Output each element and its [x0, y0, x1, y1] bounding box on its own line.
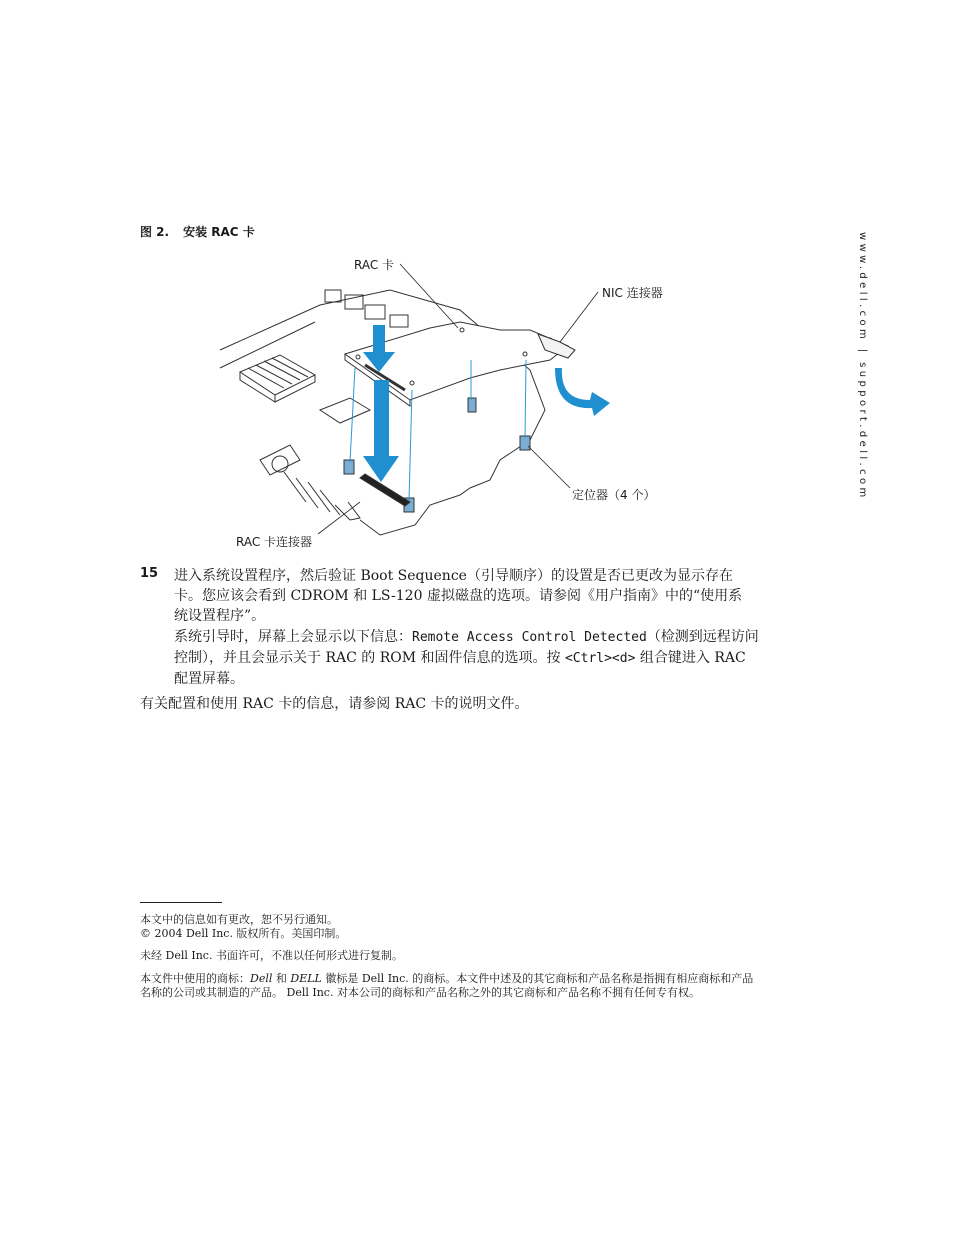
trademarks-rest: 徽标是 Dell Inc. 的商标。本文件中述及的其它商标和产品名称是指拥有相应商标和产品名称的公司或其制造的产品。 Dell Inc. 对本公司的商标和产品名称之外的其它商标和产品名称不拥有任何专有权。 — [140, 972, 754, 999]
arrow-down-icon-large — [363, 380, 399, 482]
trademarks-and: 和 — [272, 972, 291, 985]
note-middle: （检测到远程访问控制），并且会显示关于 RAC 的 ROM 和固件信息的选项。按 — [174, 629, 759, 666]
figure-number: 图 2. — [140, 225, 170, 239]
trademark-dell: Dell — [250, 972, 273, 985]
rear-ports-icon — [325, 290, 408, 327]
step-number: 15 — [140, 566, 159, 581]
note-keys: <Ctrl><d> — [564, 651, 636, 666]
trademark-dell-caps: DELL — [290, 972, 322, 985]
heatsink-icon — [240, 355, 315, 402]
figure-illustration — [200, 250, 700, 560]
step-note — [174, 627, 764, 689]
standoff-icon — [344, 398, 530, 512]
footnote-notice: 本文中的信息如有更改，恕不另行通知。 — [140, 913, 338, 926]
note-prefix: 系统引导时，屏幕上会显示以下信息： — [174, 629, 412, 645]
callout-rac-card: RAC 卡 — [354, 258, 395, 272]
footnote-divider — [140, 902, 222, 903]
note-message: Remote Access Control Detected — [412, 630, 647, 645]
callout-nic-connector: NIC 连接器 — [602, 286, 663, 300]
callout-standoffs: 定位器（4 个） — [572, 488, 656, 502]
side-url-text: www.dell.com | support.dell.com — [857, 232, 868, 501]
trademarks-prefix: 本文件中使用的商标： — [140, 972, 250, 985]
figure-caption — [140, 223, 255, 240]
figure-title: 安装 RAC 卡 — [183, 225, 255, 239]
step-text: 进入系统设置程序，然后验证 Boot Sequence（引导顺序）的设置是否已更改为显示存在卡。您应该会看到 CDROM 和 LS-120 虚拟磁盘的选项。请参阅《用户指南》中的“使用系统设置程序”。 — [174, 568, 743, 624]
note-suffix: 组合键进入 RAC 配置屏幕。 — [174, 650, 746, 687]
footnote-copyright: © 2004 Dell Inc. 版权所有。美国印制。 — [140, 927, 347, 940]
curved-arrow-icon — [555, 368, 610, 416]
footnote-trademarks — [140, 972, 760, 1000]
closing-paragraph: 有关配置和使用 RAC 卡的信息，请参阅 RAC 卡的说明文件。 — [140, 696, 529, 712]
side-url — [848, 232, 878, 501]
footnote-reproduction: 未经 Dell Inc. 书面许可，不准以任何形式进行复制。 — [140, 949, 403, 962]
callout-rac-card-connector: RAC 卡连接器 — [236, 535, 313, 549]
rac-connector-shape — [360, 474, 410, 506]
